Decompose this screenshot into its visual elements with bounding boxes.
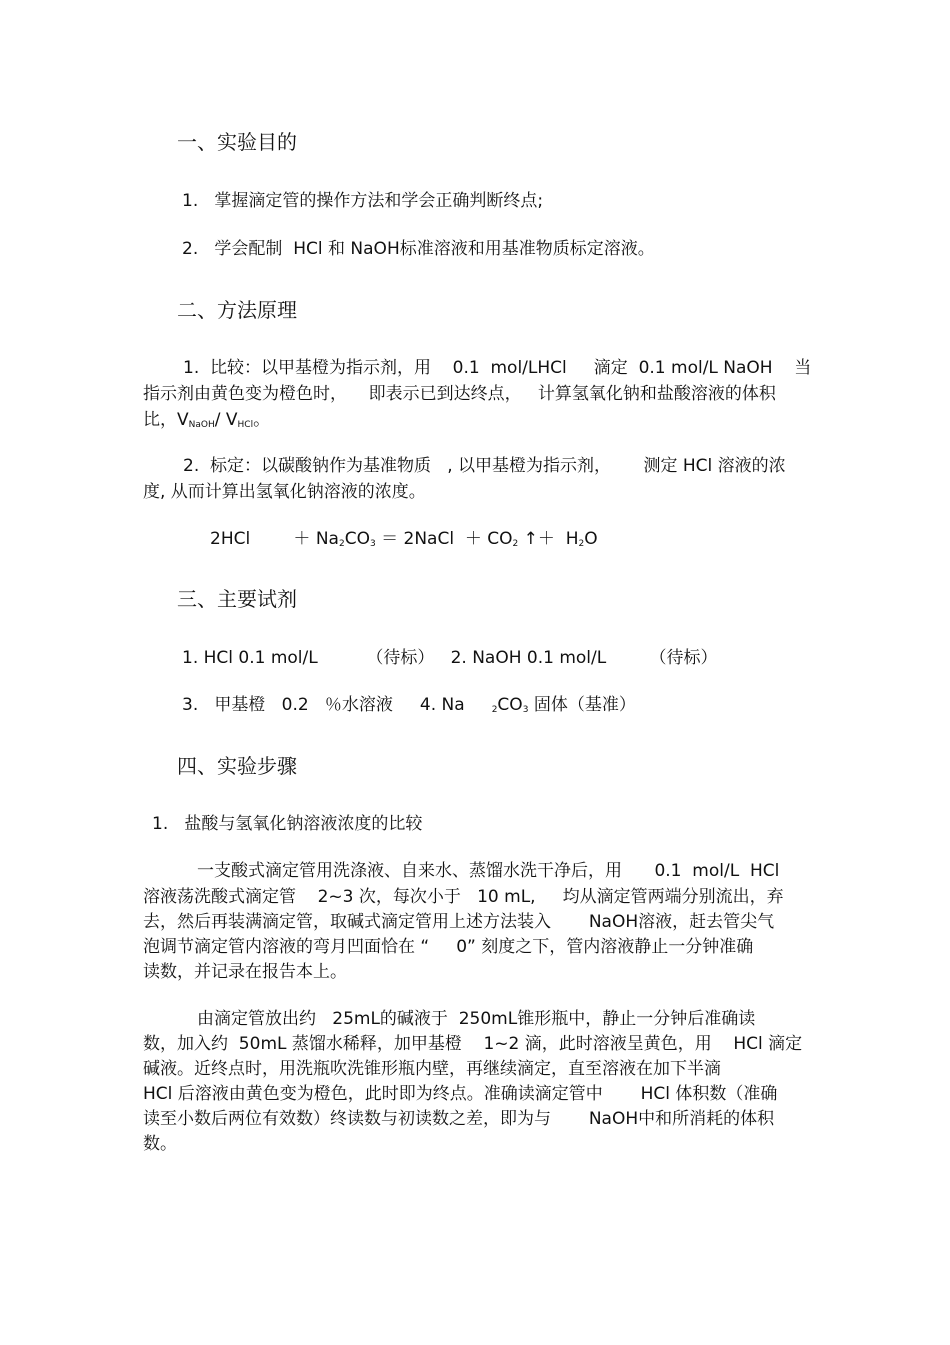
principle-p2-line-2: 度, 从而计算出氢氧化钠溶液的浓度。 — [143, 482, 426, 502]
section-heading-purpose: 一、实验目的 — [177, 130, 297, 154]
procedure-para1-line-4: 泡调节滴定管内溶液的弯月凹面恰在 “ 0” 刻度之下，管内溶液静止一分钟准确 — [143, 937, 754, 957]
procedure-para1-line-2: 溶液荡洗酸式滴定管 2~3 次，每次小于 10 mL, 均从滴定管两端分别流出，弃 — [143, 887, 784, 907]
principle-p1-line-3: 比，$V_{NaOH}/$ $V_{HCl}$。 — [143, 410, 271, 430]
purpose-item-2: 2. 学会配制 HCl 和 NaOH标准溶液和用基准物质标定溶液。 — [182, 239, 655, 259]
section-heading-procedure: 四、实验步骤 — [177, 754, 297, 778]
procedure-para2-line-3: 碱液。近终点时，用洗瓶吹洗锥形瓶内壁，再继续滴定，直至溶液在加下半滴 — [143, 1059, 721, 1079]
section-heading-reagents: 三、主要试剂 — [177, 587, 297, 611]
reagents-row-1: 1. HCl 0.1 mol/L （待标） 2. NaOH 0.1 mol/L （待标） — [182, 648, 718, 668]
procedure-para2-line-6: 数。 — [143, 1134, 177, 1154]
procedure-para2-line-4: HCl 后溶液由黄色变为橙色，此时即为终点。准确读滴定管中 HCl 体积数（准确 — [143, 1084, 778, 1104]
principle-p1-line-2: 指示剂由黄色变为橙色时， 即表示已到达终点， 计算氢氧化钠和盐酸溶液的体积 — [143, 384, 776, 404]
purpose-item-1: 1. 掌握滴定管的操作方法和学会正确判断终点; — [182, 191, 544, 211]
section-heading-principle: 二、方法原理 — [177, 298, 297, 322]
procedure-para1-line-3: 去，然后再装满滴定管，取碱式滴定管用上述方法装入 NaOH溶液，赶去管尖气 — [143, 912, 775, 932]
procedure-subheading-1: 1. 盐酸与氢氧化钠溶液浓度的比较 — [152, 814, 423, 834]
principle-p2-line-1: 2. 标定：以碳酸钠作为基准物质 , 以甲基橙为指示剂， 测定 HCl 溶液的浓 — [183, 456, 786, 476]
procedure-para1-line-1: 一支酸式滴定管用洗涤液、自来水、蒸馏水洗干净后，用 0.1 mol/L HCl — [143, 861, 780, 881]
procedure-para2-line-1: 由滴定管放出约 25mL的碱液于 250mL锥形瓶中，静止一分钟后准确读 — [143, 1009, 756, 1029]
reaction-equation: 2HCl ＋ $Na_2CO_3$ ＝ 2NaCl ＋ $CO_2$ ↑＋ $H_2O$ — [210, 529, 598, 549]
procedure-para2-line-5: 读至小数后两位有效数）终读数与初读数之差，即为与 NaOH中和所消耗的体积 — [143, 1109, 775, 1129]
reagents-row-2: 3. 甲基橙 0.2 ％水溶液 4. Na $_2CO_3$ 固体（基准） — [182, 695, 636, 715]
procedure-para2-line-2: 数，加入约 50mL 蒸馏水稀释，加甲基橙 1~2 滴，此时溶液呈黄色，用 HCl 滴定 — [143, 1034, 803, 1054]
procedure-para1-line-5: 读数，并记录在报告本上。 — [143, 962, 347, 982]
principle-p1-line-1: 1. 比较：以甲基橙为指示剂，用 0.1 mol/LHCl 滴定 0.1 mol/L NaOH 当 — [183, 358, 812, 378]
